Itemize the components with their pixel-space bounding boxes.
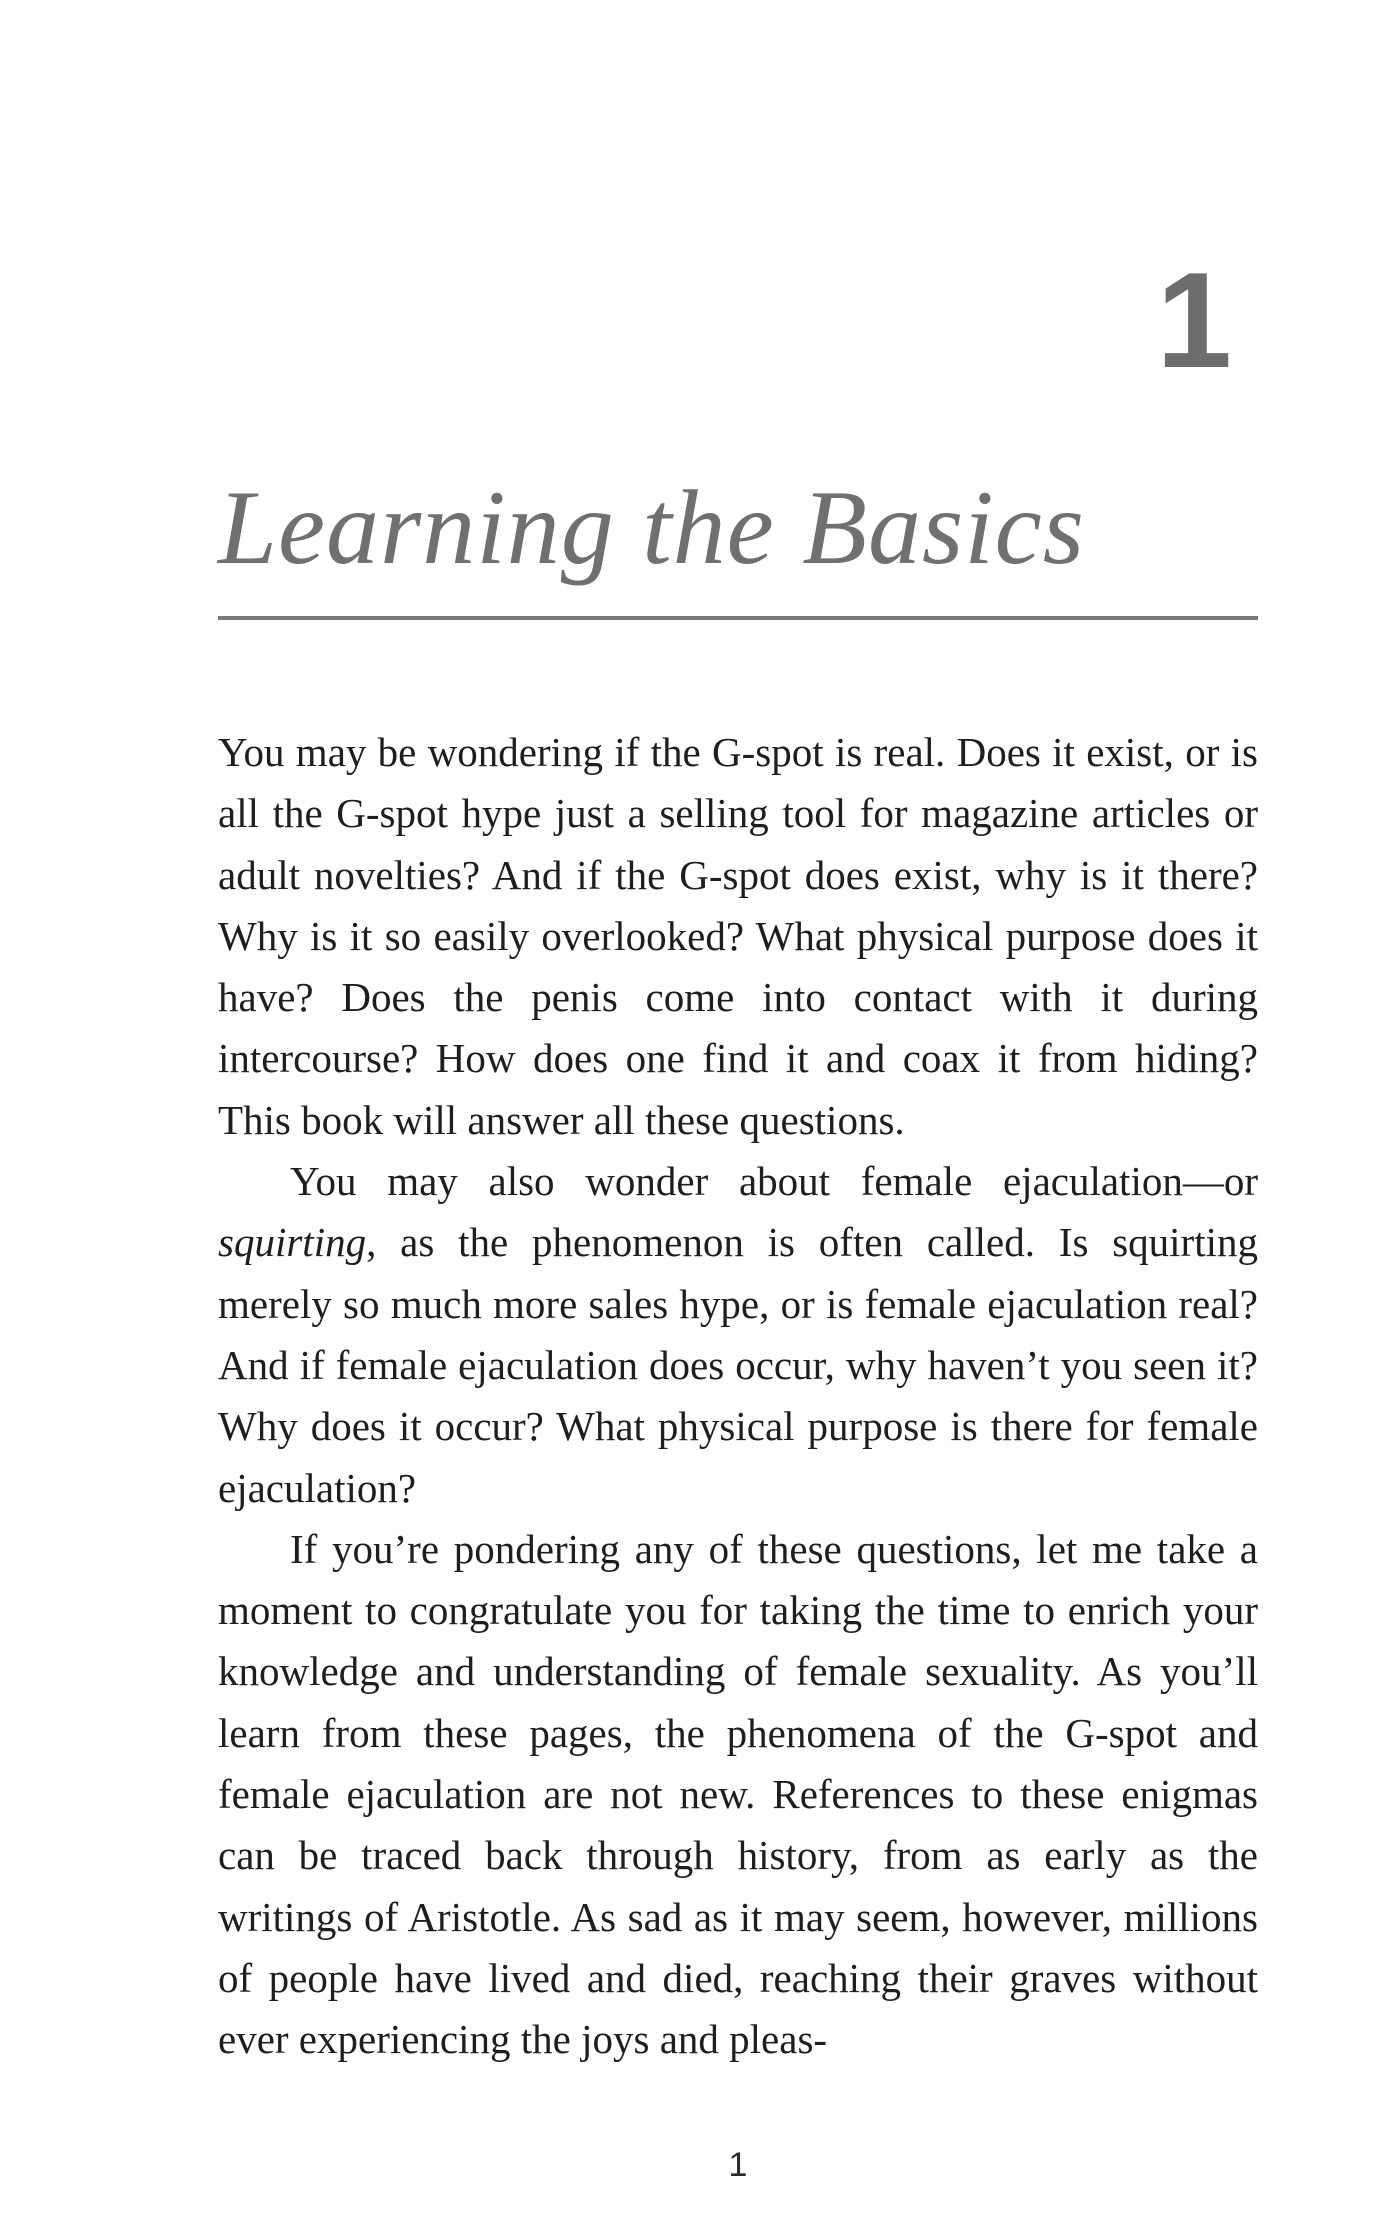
- paragraph-2-lead: You may also wonder about female ejaculation—or: [290, 1158, 1258, 1205]
- chapter-body: [218, 722, 1258, 2071]
- title-divider: [218, 616, 1258, 620]
- paragraph-2-emphasis: squirting: [218, 1219, 367, 1266]
- paragraph-1: You may be wondering if the G-spot is real. Does it exist, or is all the G-spot hype just a selling tool for magazine articles or adult novelties? And if the G-spot does exist, why is it there? Why is it so easily overlooked? What physical purpose does it have? Does the penis come into contact with it during intercourse? How does one find it and coax it from hiding? This book will answer all these questions.: [218, 729, 1258, 1143]
- paragraph-2: [218, 1151, 1258, 1519]
- paragraph-2-rest: , as the phenomenon is often called. Is squirting merely so much more sales hype, or is female ejaculation real? And if female ejaculation does occur, why haven’t you seen it? Why does it occur? What physical purpose is there for female ejaculation?: [218, 1219, 1258, 1511]
- page-number: 1: [728, 2146, 748, 2184]
- paragraph-3: If you’re pondering any of these questions, let me take a moment to congratulate you for taking the time to enrich your knowledge and understanding of female sexuality. As you’ll learn from these pages, the phenomena of the G-spot and female ejaculation are not new. References to these enigmas can be traced back through history, from as early as the writings of Aristotle. As sad as it may seem, however, millions of people have lived and died, reaching their graves without ever experiencing the joys and pleas-: [218, 1525, 1258, 2063]
- chapter-title: Learning the Basics: [218, 469, 1085, 586]
- chapter-number: 1: [1156, 244, 1232, 396]
